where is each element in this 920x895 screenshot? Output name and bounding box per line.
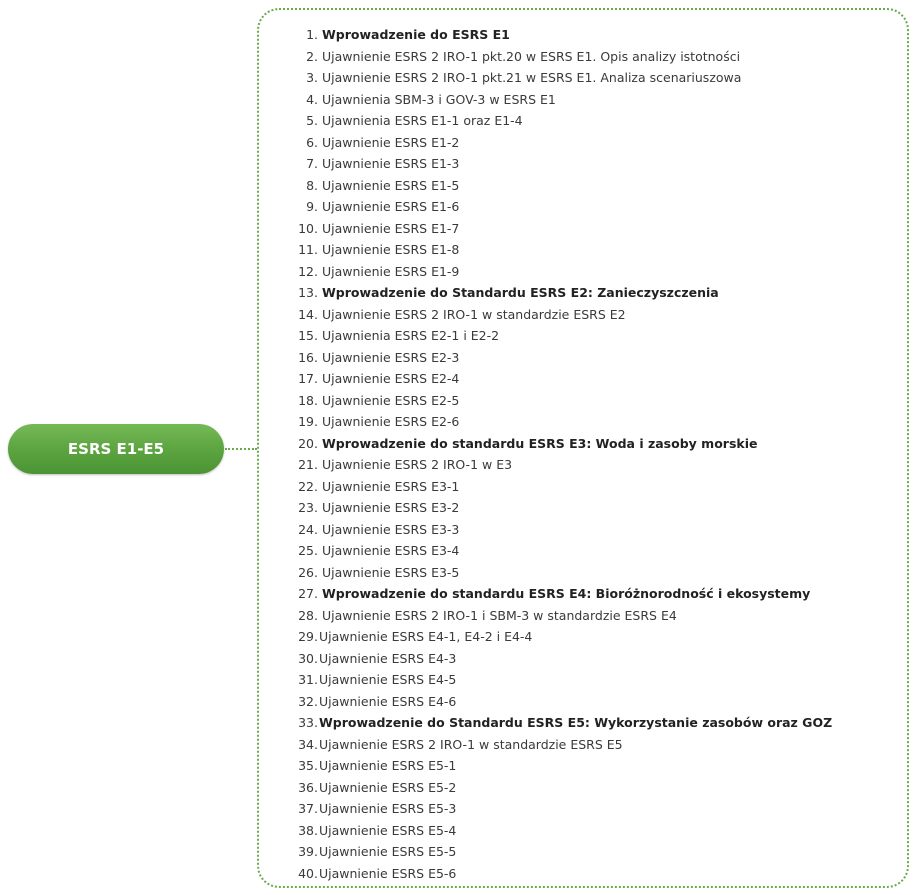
item-text: Ujawnienie ESRS 2 IRO-1 pkt.20 w ESRS E1. Opis analizy istotności (322, 48, 741, 64)
item-number: 17. (298, 371, 318, 386)
item-text: Wprowadzenie do standardu ESRS E4: Bioróżnorodność i ekosystemy (322, 586, 811, 601)
item-number: 38. (298, 822, 318, 838)
item-number: 12. (298, 263, 318, 279)
list-item[interactable] (294, 605, 832, 627)
list-item[interactable] (294, 411, 832, 433)
item-number: 34. (298, 736, 318, 752)
list-item[interactable] (294, 497, 832, 519)
section-heading-item[interactable] (294, 24, 832, 46)
list-item[interactable] (294, 626, 832, 648)
item-text: Ujawnienie ESRS E1-8 (322, 242, 460, 257)
item-text: Ujawnienie ESRS E2-4 (322, 371, 460, 386)
item-number: 36. (298, 779, 318, 795)
item-text: Wprowadzenie do ESRS E1 (322, 27, 510, 42)
item-text: Ujawnienie ESRS E5-1 (319, 758, 457, 773)
list-item[interactable] (294, 347, 832, 369)
item-text: Ujawnienia SBM-3 i GOV-3 w ESRS E1 (322, 91, 556, 107)
list-item[interactable] (294, 46, 832, 68)
section-heading-item[interactable] (294, 712, 832, 734)
list-item[interactable] (294, 175, 832, 197)
item-number: 23. (298, 500, 318, 515)
item-text: Wprowadzenie do standardu ESRS E3: Woda i zasoby morskie (322, 435, 758, 451)
item-text: Ujawnienie ESRS E4-6 (319, 693, 457, 709)
item-text: Ujawnienie ESRS 2 IRO-1 w E3 (322, 457, 513, 472)
item-text: Ujawnienie ESRS E2-6 (322, 414, 460, 429)
item-number: 5. (306, 113, 318, 128)
item-number: 39. (298, 844, 318, 859)
list-item[interactable] (294, 368, 832, 390)
item-text: Ujawnienie ESRS E4-5 (319, 672, 457, 687)
list-item[interactable] (294, 454, 832, 476)
list-item[interactable] (294, 820, 832, 842)
item-number: 16. (298, 349, 318, 365)
item-number: 20. (298, 435, 318, 451)
item-number: 37. (298, 801, 318, 816)
list-item[interactable] (294, 691, 832, 713)
item-text: Ujawnienie ESRS E1-3 (322, 156, 460, 171)
root-node-label: ESRS E1-E5 (67, 440, 165, 458)
list-item[interactable] (294, 755, 832, 777)
item-number: 33. (298, 715, 318, 730)
item-text: Ujawnienia ESRS E2-1 i E2-2 (322, 328, 500, 343)
item-number: 21. (298, 457, 318, 472)
item-text: Ujawnienie ESRS E1-9 (322, 263, 460, 279)
item-number: 11. (298, 242, 318, 257)
list-item[interactable] (294, 89, 832, 111)
item-text: Wprowadzenie do Standardu ESRS E5: Wykorzystanie zasobów oraz GOZ (319, 715, 833, 730)
item-number: 26. (298, 564, 318, 580)
item-text: Wprowadzenie do Standardu ESRS E2: Zanieczyszczenia (322, 285, 719, 300)
item-number: 40. (298, 865, 318, 881)
item-text: Ujawnienie ESRS 2 IRO-1 i SBM-3 w standardzie ESRS E4 (322, 607, 677, 623)
list-item[interactable] (294, 390, 832, 412)
list-item[interactable] (294, 110, 832, 132)
item-number: 9. (306, 199, 318, 214)
topic-list (294, 24, 832, 884)
item-text: Ujawnienie ESRS E2-5 (322, 392, 460, 408)
list-item[interactable] (294, 218, 832, 240)
list-item[interactable] (294, 669, 832, 691)
section-heading-item[interactable] (294, 282, 832, 304)
list-item[interactable] (294, 562, 832, 584)
item-number: 15. (298, 328, 318, 343)
item-number: 31. (298, 672, 318, 687)
item-text: Ujawnienie ESRS E5-6 (319, 865, 457, 881)
item-text: Ujawnienie ESRS 2 IRO-1 pkt.21 w ESRS E1. Analiza scenariuszowa (322, 70, 742, 85)
item-text: Ujawnienia ESRS E1-1 oraz E1-4 (322, 113, 523, 128)
list-item[interactable] (294, 304, 832, 326)
connector-line (225, 448, 257, 450)
item-text: Ujawnienie ESRS E3-1 (322, 478, 460, 494)
item-text: Ujawnienie ESRS E1-6 (322, 199, 460, 214)
item-number: 32. (298, 693, 318, 709)
item-number: 14. (298, 306, 318, 322)
list-item[interactable] (294, 540, 832, 562)
item-text: Ujawnienie ESRS E1-7 (322, 220, 460, 236)
list-item[interactable] (294, 239, 832, 261)
item-text: Ujawnienie ESRS E5-4 (319, 822, 457, 838)
item-text: Ujawnienie ESRS E3-4 (322, 543, 460, 558)
list-item[interactable] (294, 325, 832, 347)
item-number: 30. (298, 650, 318, 666)
item-number: 1. (306, 27, 318, 42)
item-number: 2. (306, 48, 318, 64)
item-number: 28. (298, 607, 318, 623)
item-text: Ujawnienie ESRS E3-3 (322, 521, 460, 537)
item-number: 6. (306, 134, 318, 150)
item-text: Ujawnienie ESRS E3-5 (322, 564, 460, 580)
item-number: 19. (298, 414, 318, 429)
item-text: Ujawnienie ESRS E1-5 (322, 177, 460, 193)
item-number: 24. (298, 521, 318, 537)
item-text: Ujawnienie ESRS E5-5 (319, 844, 457, 859)
item-text: Ujawnienie ESRS E4-1, E4-2 i E4-4 (319, 629, 533, 644)
item-text: Ujawnienie ESRS E3-2 (322, 500, 460, 515)
item-number: 3. (306, 70, 318, 85)
item-number: 35. (298, 758, 318, 773)
section-heading-item[interactable] (294, 433, 832, 455)
list-item[interactable] (294, 798, 832, 820)
list-item[interactable] (294, 476, 832, 498)
list-item[interactable] (294, 841, 832, 863)
list-item[interactable] (294, 196, 832, 218)
item-text: Ujawnienie ESRS E5-2 (319, 779, 457, 795)
list-item[interactable] (294, 261, 832, 283)
list-item[interactable] (294, 153, 832, 175)
item-text: Ujawnienie ESRS E4-3 (319, 650, 457, 666)
item-number: 10. (298, 220, 318, 236)
root-node[interactable] (8, 424, 224, 474)
section-heading-item[interactable] (294, 583, 832, 605)
item-number: 8. (306, 177, 318, 193)
item-number: 13. (298, 285, 318, 300)
list-item[interactable] (294, 519, 832, 541)
item-number: 4. (306, 91, 318, 107)
item-number: 29. (298, 629, 318, 644)
item-number: 18. (298, 392, 318, 408)
item-text: Ujawnienie ESRS E2-3 (322, 349, 460, 365)
list-item[interactable] (294, 648, 832, 670)
item-number: 27. (298, 586, 318, 601)
item-text: Ujawnienie ESRS 2 IRO-1 w standardzie ESRS E5 (319, 736, 623, 752)
list-item[interactable] (294, 734, 832, 756)
item-text: Ujawnienie ESRS 2 IRO-1 w standardzie ESRS E2 (322, 306, 626, 322)
list-item[interactable] (294, 863, 832, 885)
item-number: 25. (298, 543, 318, 558)
item-text: Ujawnienie ESRS E5-3 (319, 801, 457, 816)
item-number: 7. (306, 156, 318, 171)
list-item[interactable] (294, 132, 832, 154)
item-text: Ujawnienie ESRS E1-2 (322, 134, 460, 150)
list-item[interactable] (294, 67, 832, 89)
item-number: 22. (298, 478, 318, 494)
list-item[interactable] (294, 777, 832, 799)
